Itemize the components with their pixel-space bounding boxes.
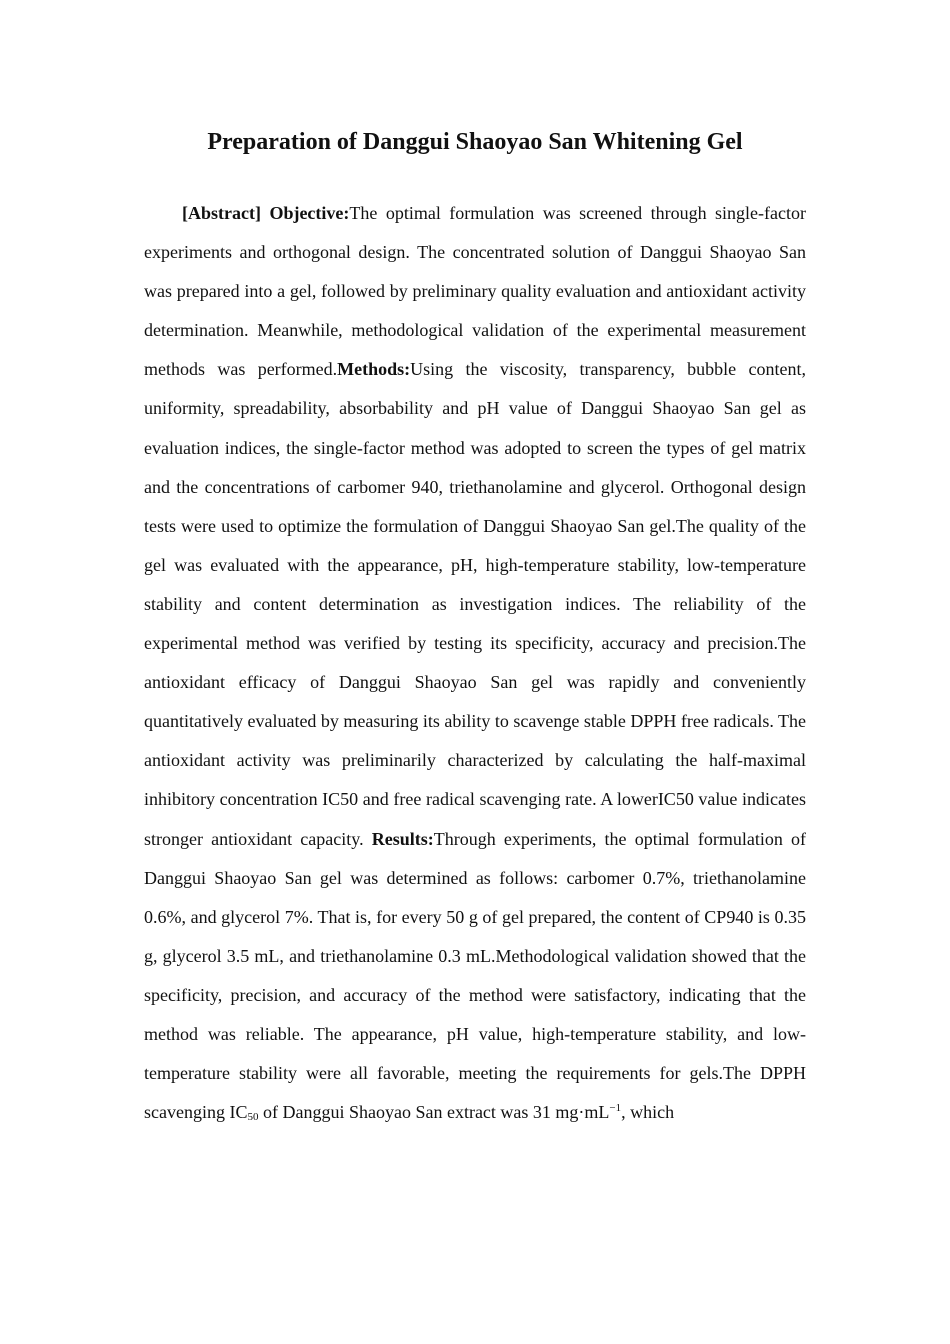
document-title: Preparation of Danggui Shaoyao San Whitening Gel — [207, 129, 743, 155]
objective-label: Objective: — [269, 203, 350, 223]
results-text: Through experiments, the optimal formulation of Danggui Shaoyao San gel was determined as follows: carbomer 0.7%, triethanolamine 0.6%, and glycerol 7%. That is, for every 50 g of gel prepared, the content of CP940 is 0.35 g, glycerol 3.5 mL, and triethanolamine 0.3 mL.Methodological validation showed that the specificity, precision, and accuracy of the method were satisfactory, indicating that the method was reliable. The appearance, pH value, high-temperature stability, and low-temperature stability were all favorable, meeting the requirements for gels.The DPPH scavenging IC — [144, 828, 806, 1123]
results-label: Results: — [371, 828, 434, 849]
ic50-subscript: 50 — [247, 1111, 259, 1124]
objective-text: The optimal formulation was screened through single-factor experiments and orthogonal design. The concentrated solution of Danggui Shaoyao San was prepared into a gel, followed by preliminary quality evaluation and antioxidant activity determination. Meanwhile, methodological validation of the experimental measurement methods was performed. — [144, 203, 806, 380]
abstract-paragraph — [144, 194, 806, 1135]
abstract-label: [Abstract] — [182, 203, 261, 223]
methods-label: Methods: — [337, 359, 411, 380]
unit-superscript: −1 — [609, 1102, 622, 1115]
results-tail-text: , which — [621, 1102, 675, 1123]
results-mid-text: of Danggui Shaoyao San extract was 31 mg·mL — [258, 1102, 610, 1123]
methods-text: Using the viscosity, transparency, bubble content, uniformity, spreadability, absorbability and pH value of Danggui Shaoyao San gel as evaluation indices, the single-factor method was adopted to screen the types of gel matrix and the concentrations of carbomer 940, triethanolamine and glycerol. Orthogonal design tests were used to optimize the formulation of Danggui Shaoyao San gel.The quality of the gel was evaluated with the appearance, pH, high-temperature stability, low-temperature stability and content determination as investigation indices. The reliability of the experimental method was verified by testing its specificity, accuracy and precision.The antioxidant efficacy of Danggui Shaoyao San gel was rapidly and conveniently quantitatively evaluated by measuring its ability to scavenge stable DPPH free radicals. The antioxidant activity was preliminarily characterized by calculating the half-maximal inhibitory concentration IC50 and free radical scavenging rate. A lowerIC50 value indicates stronger antioxidant capacity. — [144, 359, 806, 849]
